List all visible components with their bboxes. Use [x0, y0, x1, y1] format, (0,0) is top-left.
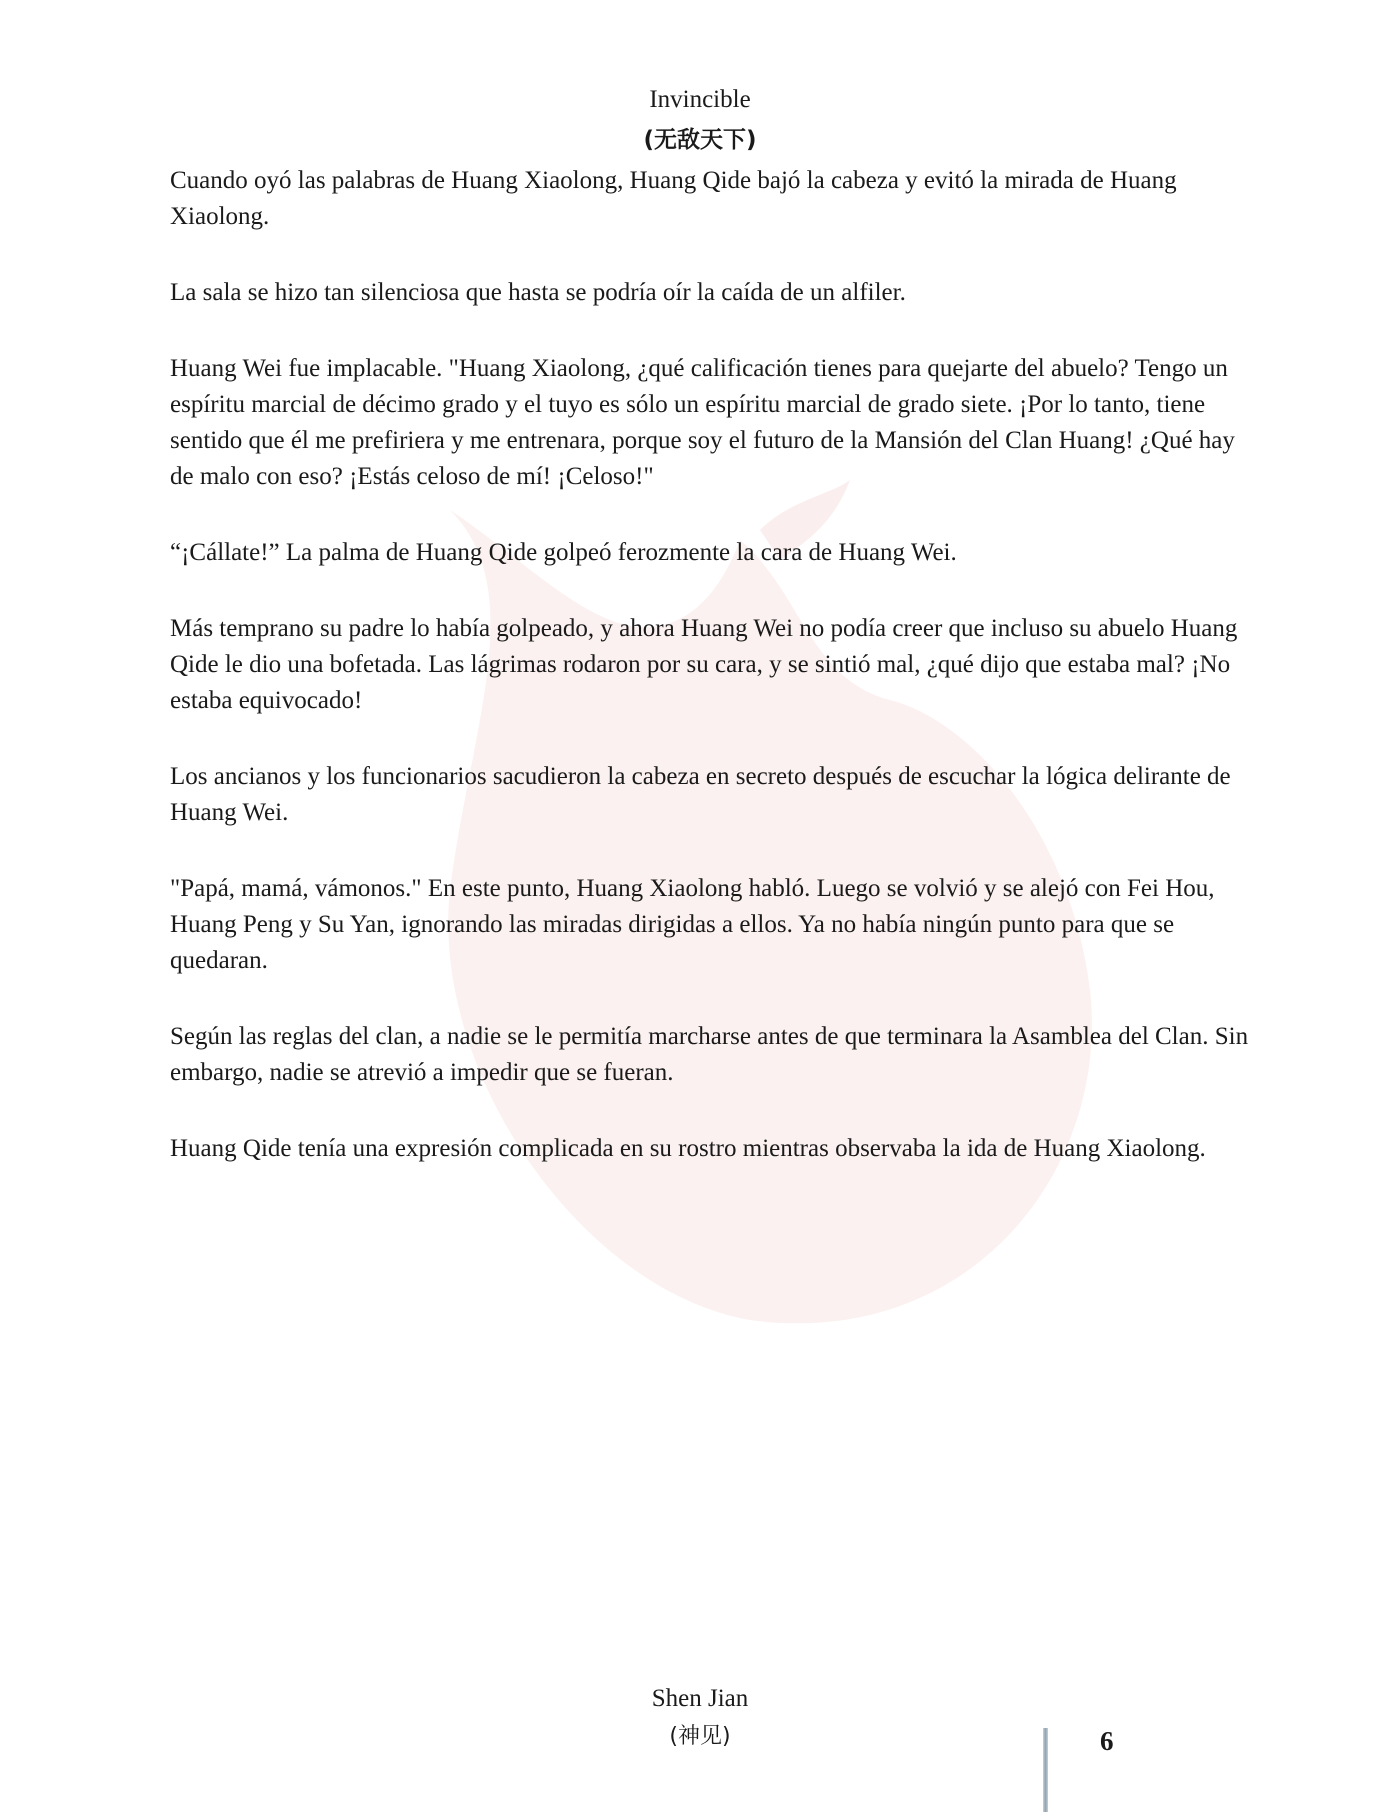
- paragraph: La sala se hizo tan silenciosa que hasta se podría oír la caída de un alfiler.: [170, 279, 906, 306]
- book-title-chinese: (无敌天下): [643, 127, 757, 153]
- running-footer: [0, 1680, 1400, 1756]
- author-name: Shen Jian: [651, 1685, 749, 1712]
- book-title: Invincible: [649, 86, 751, 113]
- author-name-chinese: (神见): [669, 1724, 731, 1749]
- paragraph: Según las reglas del clan, a nadie se le permitía marcharse antes de que terminara la Asamblea del Clan. Sin embargo, nadie se atrevió a impedir que se fueran.: [170, 1023, 1249, 1086]
- paragraph: Cuando oyó las palabras de Huang Xiaolong, Huang Qide bajó la cabeza y evitó la mirada de Huang Xiaolong.: [170, 167, 1177, 230]
- paragraph: "Papá, mamá, vámonos." En este punto, Huang Xiaolong habló. Luego se volvió y se alejó con Fei Hou, Huang Peng y Su Yan, ignorando las miradas dirigidas a ellos. Ya no había ningún punto para que se quedaran.: [170, 875, 1215, 974]
- chapter-body: [170, 163, 1250, 1207]
- running-header: [0, 80, 1400, 160]
- paragraph: “¡Cállate!” La palma de Huang Qide golpeó ferozmente la cara de Huang Wei.: [170, 539, 957, 566]
- paragraph: Huang Qide tenía una expresión complicada en su rostro mientras observaba la ida de Huang Xiaolong.: [170, 1135, 1206, 1162]
- paragraph: Huang Wei fue implacable. "Huang Xiaolong, ¿qué calificación tienes para quejarte del abuelo? Tengo un espíritu marcial de décimo grado y el tuyo es sólo un espíritu marcial de grado siete. ¡Por lo tanto, tiene sentido que él me prefiriera y me entrenara, porque soy el futuro de la Mansión del Clan Huang! ¿Qué hay de malo con eso? ¡Estás celoso de mí! ¡Celoso!": [170, 355, 1235, 490]
- paragraph: Más temprano su padre lo había golpeado, y ahora Huang Wei no podía creer que incluso su abuelo Huang Qide le dio una bofetada. Las lágrimas rodaron por su cara, y se sintió mal, ¿qué dijo que estaba mal? ¡No estaba equivocado!: [170, 615, 1238, 714]
- page-number-divider: [1043, 1728, 1048, 1812]
- page-number: 6: [1100, 1726, 1114, 1756]
- paragraph: Los ancianos y los funcionarios sacudieron la cabeza en secreto después de escuchar la lógica delirante de Huang Wei.: [170, 763, 1231, 826]
